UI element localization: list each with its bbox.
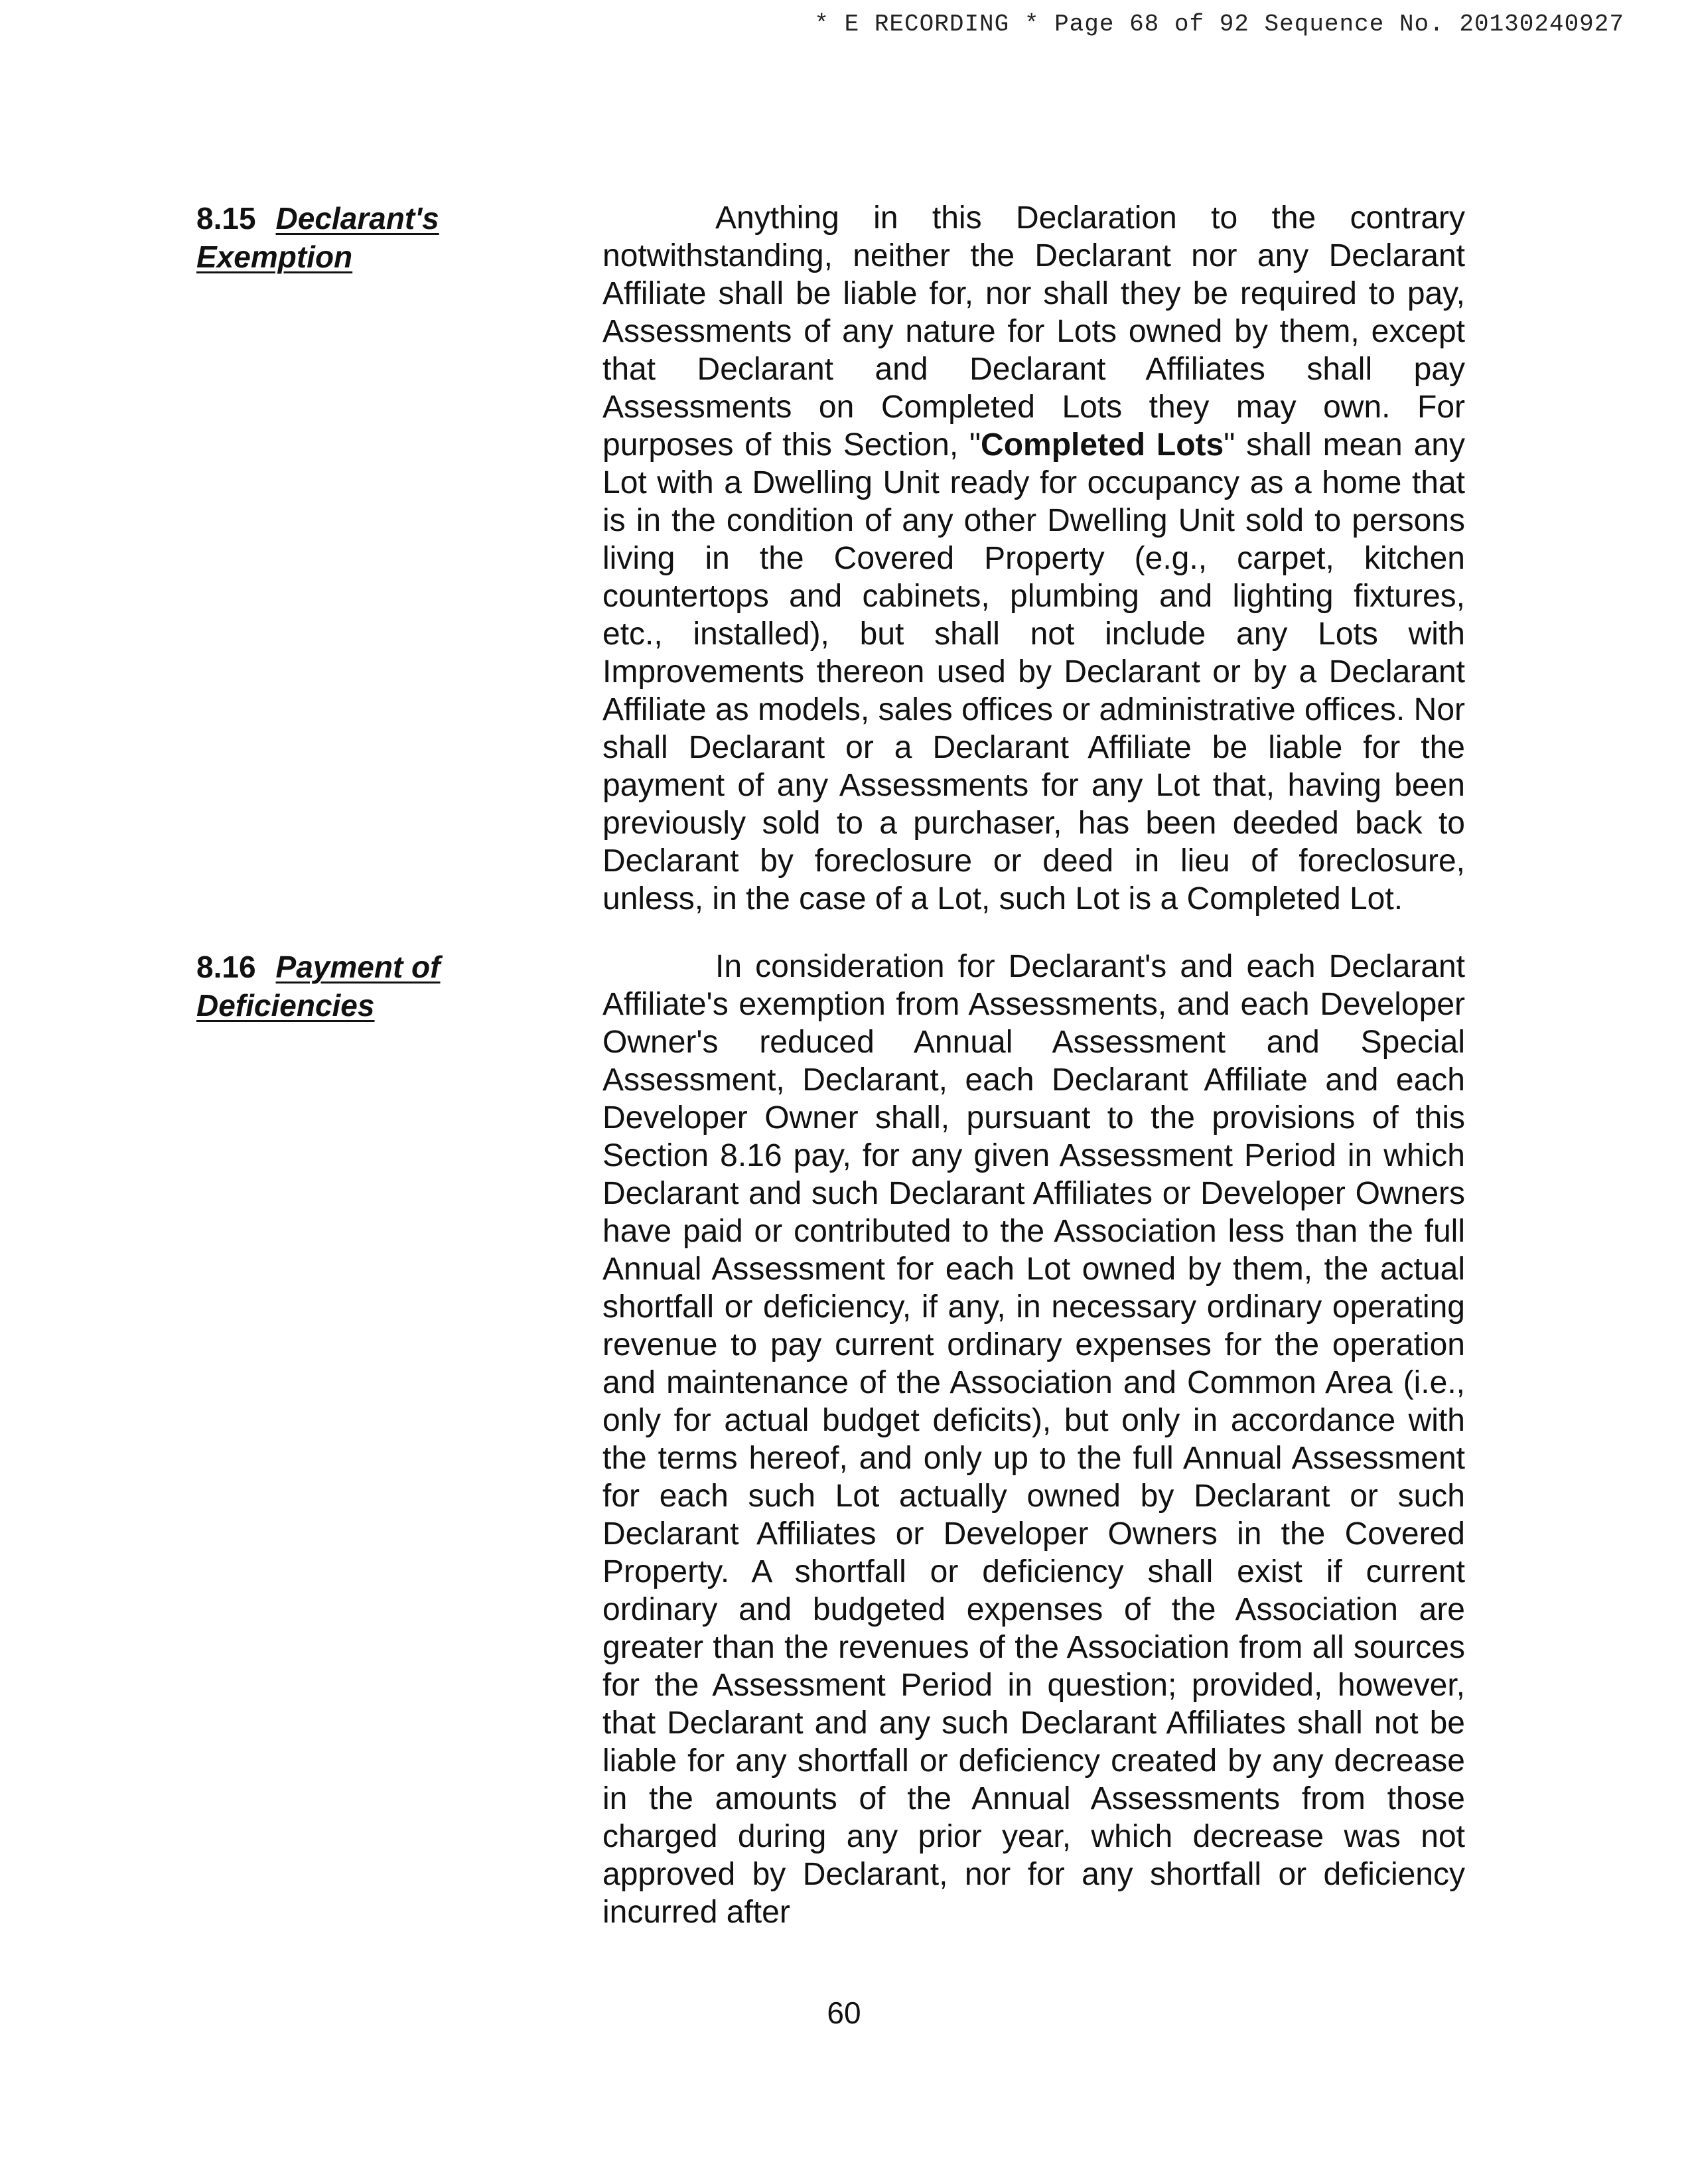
defined-term: Completed Lots bbox=[981, 427, 1224, 463]
section-heading bbox=[196, 199, 568, 276]
recording-header: * E RECORDING * Page 68 of 92 Sequence No. 20130240927 bbox=[814, 11, 1624, 38]
section-number: 8.15 bbox=[196, 201, 256, 236]
body-text-before: Anything in this Declaration to the contrary notwithstanding, neither the Declarant nor any Declarant Affiliate shall be liable for, nor shall they be required to pay, Assessments of any nature for Lots owned by them, except that Declarant and Declarant Affiliates shall pay Assessments on Completed Lots they may own. For purposes of this Section, " bbox=[602, 200, 1465, 463]
section-body bbox=[602, 199, 1465, 918]
section-title: Declarant's Exemption bbox=[196, 201, 439, 274]
section-body: In consideration for Declarant's and each Declarant Affiliate's exemption from Assessments, and each Developer Owner's reduced Annual Assessment and Special Assessment, Declarant, each Declarant Affiliate and each Developer Owner shall, pursuant to the provisions of this Section 8.16 pay, for any given Assessment Period in which Declarant and such Declarant Affiliates or Developer Owners have paid or contributed to the Association less than the full Annual Assessment for each Lot owned by them, the actual shortfall or deficiency, if any, in necessary ordinary operating revenue to pay current ordinary expenses for the operation and maintenance of the Association and Common Area (i.e., only for actual budget deficits), but only in accordance with the terms hereof, and only up to the full Annual Assessment for each such Lot actually owned by Declarant or such Declarant Affiliates or Developer Owners in the Covered Property. A shortfall or deficiency shall exist if current ordinary and budgeted expenses of the Association are greater than the revenues of the Association from all sources for the Assessment Period in question; provided, however, that Declarant and any such Declarant Affiliates shall not be liable for any shortfall or deficiency created by any decrease in the amounts of the Annual Assessments from those charged during any prior year, which decrease was not approved by Declarant, nor for any shortfall or deficiency incurred after bbox=[602, 949, 1465, 1930]
body-text-after: " shall mean any Lot with a Dwelling Unit ready for occupancy as a home that is in the condition of any other Dwelling Unit sold to persons living in the Covered Property (e.g., carpet, kitchen countertops and cabinets, plumbing and lighting fixtures, etc., installed), but shall not include any Lots with Improvements thereon used by Declarant or by a Declarant Affiliate as models, sales offices or administrative offices. Nor shall Declarant or a Declarant Affiliate be liable for the payment of any Assessments for any Lot that, having been previously sold to a purchaser, has been deeded back to Declarant by foreclosure or deed in lieu of foreclosure, unless, in the case of a Lot, such Lot is a Completed Lot. bbox=[602, 427, 1465, 916]
section-heading bbox=[196, 948, 568, 1025]
page-number: 60 bbox=[827, 1996, 861, 2030]
section-number: 8.16 bbox=[196, 950, 256, 984]
section-title-line-2: Deficiencies bbox=[196, 988, 375, 1023]
section-title-line-1: Payment of bbox=[275, 950, 441, 984]
